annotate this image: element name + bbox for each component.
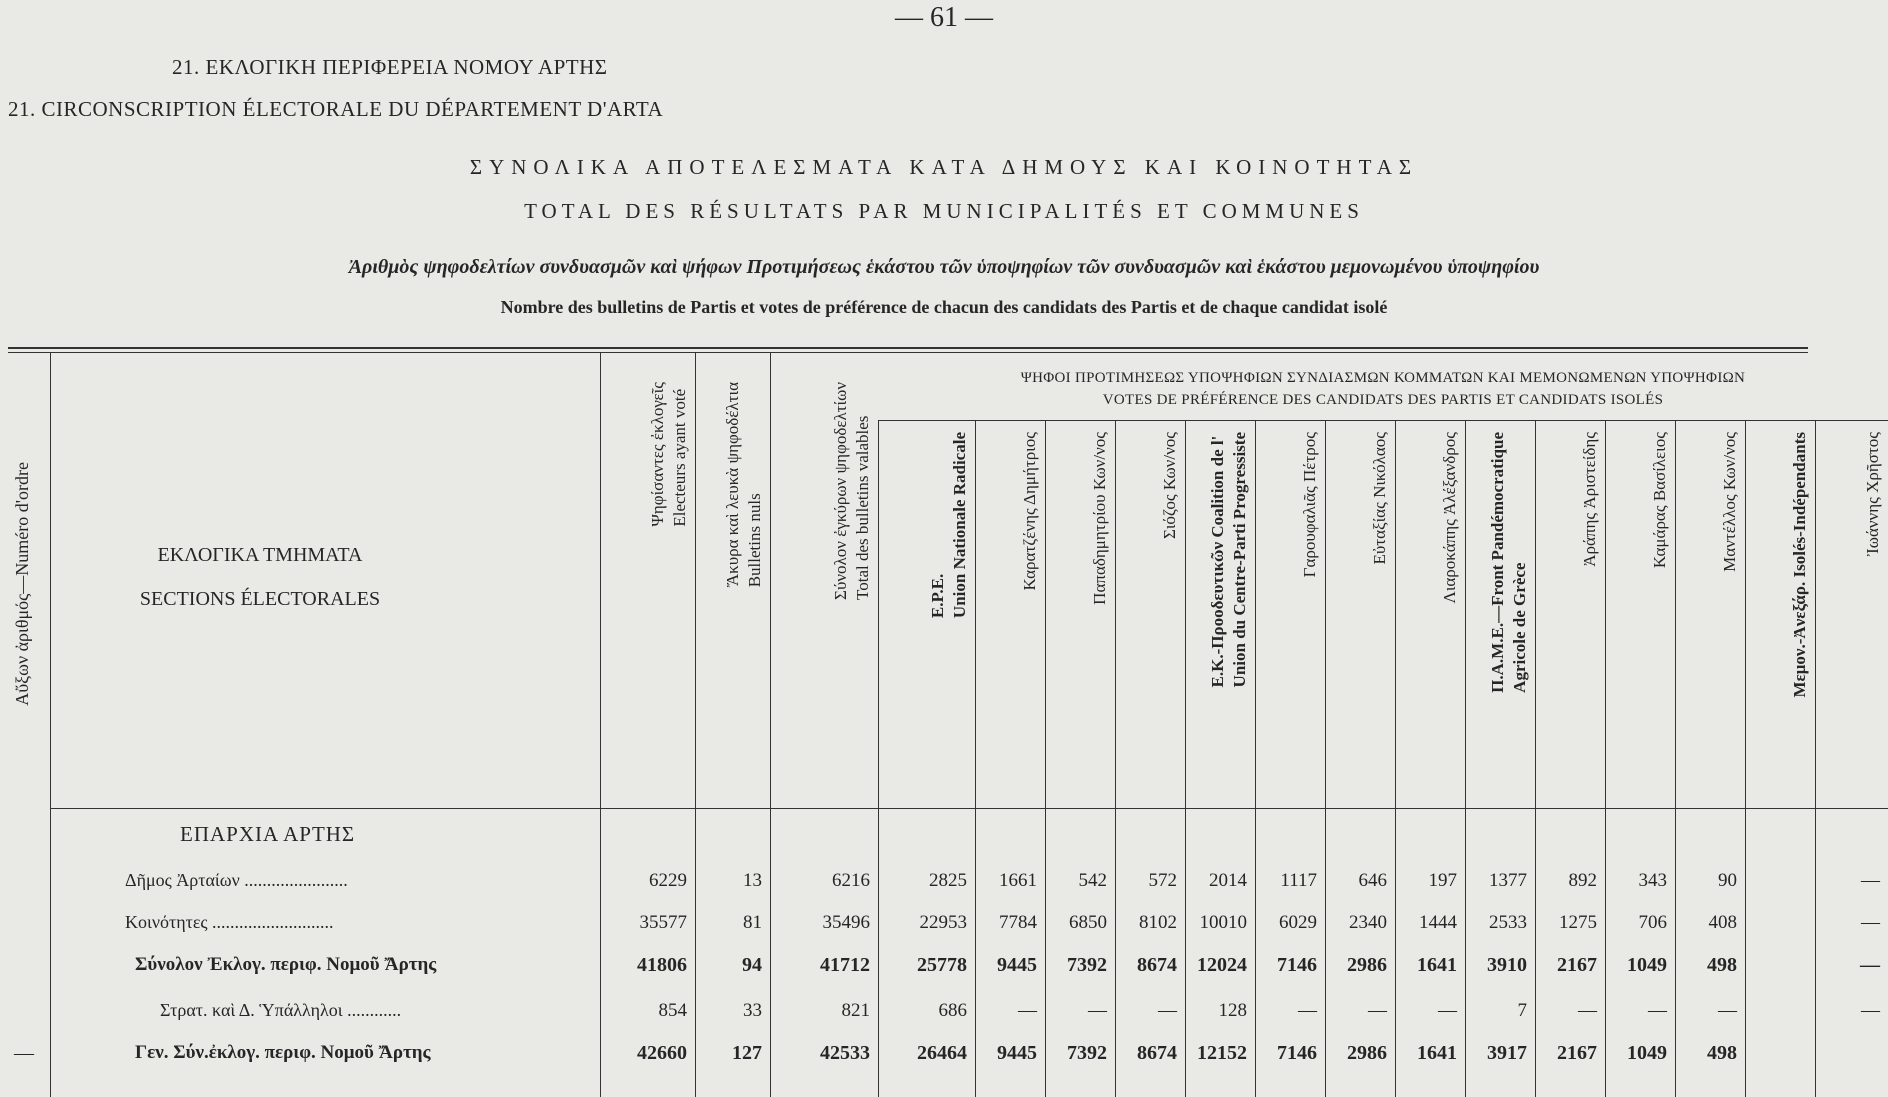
table-top-rule-thin xyxy=(8,352,1808,353)
table-cell: 498 xyxy=(1707,954,1737,976)
table-cell: 686 xyxy=(938,1000,967,1021)
column-rule xyxy=(600,352,601,1097)
column-rule xyxy=(1605,420,1606,1097)
table-cell: 2167 xyxy=(1557,954,1597,976)
table-cell: 2986 xyxy=(1347,1042,1387,1064)
table-cell: 2825 xyxy=(929,870,967,891)
column-header: Ε.Κ.-Προοδευτικῶν Coalition de l' Union du Centre-Parti Progressiste xyxy=(1208,432,1249,688)
header-bottom-rule xyxy=(50,808,1888,809)
table-cell: 2167 xyxy=(1557,1042,1597,1064)
table-subtitle-greek: Ἀριθμὸς ψηφοδελτίων συνδυασμῶν καὶ ψήφων Προτιμήσεως ἑκάστου τῶν ὑποψηφίων τῶν συνδυασμῶν καὶ ἑκάστου μεμονωμένου ὑποψηφίου xyxy=(348,256,1540,278)
table-cell: — xyxy=(1438,1000,1457,1021)
column-header: Ψηφίσαντες ἐκλογεῖς Electeurs ayant voté xyxy=(648,382,689,527)
row-label: Κοινότητες ........................... xyxy=(125,912,334,932)
table-cell: — xyxy=(1088,1000,1107,1021)
table-cell: 7392 xyxy=(1067,954,1107,976)
column-rule xyxy=(1325,420,1326,1097)
table-cell: — xyxy=(1018,1000,1037,1021)
table-cell: — xyxy=(1860,954,1880,976)
column-header: Π.Α.Μ.Ε.—Front Pandémocratique Agricole de Grèce xyxy=(1488,432,1529,693)
column-header: Παπαδημητρίου Κων/νος xyxy=(1090,432,1109,605)
table-cell: 7146 xyxy=(1277,954,1317,976)
table-cell: 6029 xyxy=(1279,912,1317,933)
table-cell: 128 xyxy=(1218,1000,1247,1021)
table-cell: 7146 xyxy=(1277,1042,1317,1064)
column-rule xyxy=(1255,420,1256,1097)
table-cell: — xyxy=(1578,1000,1597,1021)
table-cell: 1377 xyxy=(1489,870,1527,891)
table-subtitle-french: Nombre des bulletins de Partis et votes de préférence de chacun des candidats des Partis et de chaque candidat isolé xyxy=(500,297,1388,317)
column-header: Σύνολον ἐγκύρων ψηφοδελτίων Total des bulletins valables xyxy=(831,382,872,600)
table-cell: 127 xyxy=(732,1042,762,1064)
sections-header-french: SECTIONS ÉLECTORALES xyxy=(139,588,381,610)
table-cell: 25778 xyxy=(917,954,967,976)
table-cell: 9445 xyxy=(997,1042,1037,1064)
table-title-french: TOTAL DES RÉSULTATS PAR MUNICIPALITÉS ET COMMUNES xyxy=(524,199,1364,223)
column-rule xyxy=(50,352,51,1097)
column-header: Καμάρας Βασίλειος xyxy=(1650,432,1669,569)
table-cell: 9445 xyxy=(997,954,1037,976)
table-cell: — xyxy=(1648,1000,1667,1021)
column-header: Εὐταξίας Νικόλαος xyxy=(1370,432,1389,565)
table-cell: 1117 xyxy=(1280,870,1317,891)
table-cell: 12024 xyxy=(1197,954,1247,976)
table-cell: 42660 xyxy=(637,1042,687,1064)
table-cell: 8102 xyxy=(1139,912,1177,933)
row-label: Δῆμος Ἀρταίων ....................... xyxy=(125,870,348,890)
column-header: Σιόζος Κων/νος xyxy=(1160,432,1179,540)
column-header: Καρατζένης Δημήτριος xyxy=(1020,432,1039,591)
column-header: Μαντέλλος Κων/νος xyxy=(1720,432,1739,572)
table-cell: 343 xyxy=(1638,870,1667,891)
table-cell: 41712 xyxy=(820,954,870,976)
table-cell: 2986 xyxy=(1347,954,1387,976)
preference-group-rule xyxy=(878,420,1888,421)
table-cell: 42533 xyxy=(820,1042,870,1064)
column-rule xyxy=(1465,420,1466,1097)
table-cell: 1444 xyxy=(1419,912,1457,933)
table-cell: 2014 xyxy=(1209,870,1247,891)
column-rule xyxy=(975,420,976,1097)
column-rule xyxy=(770,352,771,1097)
column-rule xyxy=(1045,420,1046,1097)
table-cell: 542 xyxy=(1078,870,1107,891)
table-cell: 12152 xyxy=(1197,1042,1247,1064)
table-cell: 6216 xyxy=(832,870,870,891)
table-cell: 7 xyxy=(1517,1000,1527,1021)
table-cell: — xyxy=(1861,870,1880,891)
table-cell: 33 xyxy=(743,1000,762,1021)
table-cell: 498 xyxy=(1707,1042,1737,1064)
row-label: Σύνολον Ἐκλογ. περιφ. Νομοῦ Ἄρτης xyxy=(135,954,437,975)
table-cell: 6229 xyxy=(649,870,687,891)
table-cell: 1661 xyxy=(999,870,1037,891)
table-cell: — xyxy=(1861,912,1880,933)
table-cell: 41806 xyxy=(637,954,687,976)
table-cell: 1275 xyxy=(1559,912,1597,933)
district-heading-greek: 21. ΕΚΛΟΓΙΚΗ ΠΕΡΙΦΕΡΕΙΑ ΝΟΜΟΥ ΑΡΤΗΣ xyxy=(172,55,608,79)
table-cell: — xyxy=(1861,1000,1880,1021)
column-header: Ἀράπης Ἀριστείδης xyxy=(1580,432,1599,567)
table-cell: 2340 xyxy=(1349,912,1387,933)
table-cell: 3910 xyxy=(1487,954,1527,976)
table-cell: 646 xyxy=(1358,870,1387,891)
table-cell: 572 xyxy=(1148,870,1177,891)
table-cell: — xyxy=(1718,1000,1737,1021)
page-number: — 61 — xyxy=(895,2,993,33)
table-cell: 854 xyxy=(658,1000,687,1021)
table-cell: — xyxy=(1298,1000,1317,1021)
district-heading-french: 21. CIRCONSCRIPTION ÉLECTORALE DU DÉPARTEMENT D'ARTA xyxy=(8,97,664,121)
table-cell: 1049 xyxy=(1627,954,1667,976)
table-cell: 81 xyxy=(743,912,762,933)
table-top-rule xyxy=(8,347,1808,349)
column-rule xyxy=(1395,420,1396,1097)
column-header: Λιαροκάπης Ἀλέξανδρος xyxy=(1440,432,1459,604)
table-cell: 821 xyxy=(841,1000,870,1021)
row-order-number: — xyxy=(14,1042,34,1064)
table-cell: 2533 xyxy=(1489,912,1527,933)
table-cell: 1641 xyxy=(1417,954,1457,976)
table-cell: 1641 xyxy=(1417,1042,1457,1064)
column-rule xyxy=(1815,420,1816,1097)
table-cell: 94 xyxy=(742,954,762,976)
table-title-greek: ΣΥΝΟΛΙΚΑ ΑΠΟΤΕΛΕΣΜΑΤΑ ΚΑΤΑ ΔΗΜΟΥΣ ΚΑΙ ΚΟΙΝΟΤΗΤΑΣ xyxy=(469,155,1419,179)
column-rule xyxy=(1535,420,1536,1097)
table-cell: 22953 xyxy=(919,912,967,933)
table-cell: 13 xyxy=(743,870,762,891)
column-header: Μεμον.-Ἀνεξάρ. Isolés-Indépendants xyxy=(1790,432,1809,698)
table-cell: 35496 xyxy=(822,912,870,933)
column-rule xyxy=(1185,420,1186,1097)
column-rule xyxy=(1115,420,1116,1097)
preference-votes-header-greek: ΨΗΦΟΙ ΠΡΟΤΙΜΗΣΕΩΣ ΥΠΟΨΗΦΙΩΝ ΣΥΝΔΙΑΣΜΩΝ ΚΟΜΜΑΤΩΝ ΚΑΙ ΜΕΜΟΝΩΜΕΝΩΝ ΥΠΟΨΗΦΙΩΝ xyxy=(1020,370,1746,386)
table-cell: 892 xyxy=(1568,870,1597,891)
province-title: ΕΠΑΡΧΙΑ ΑΡΤΗΣ xyxy=(180,822,356,846)
table-cell: 7392 xyxy=(1067,1042,1107,1064)
row-label: Γεν. Σύν.ἐκλογ. περιφ. Νομοῦ Ἄρτης xyxy=(135,1042,431,1063)
order-number-header: Αὔξων ἀριθμός—Numéro d'ordre xyxy=(12,462,32,706)
table-cell: 7784 xyxy=(999,912,1037,933)
column-header: Ἰωάννης Χρῆστος xyxy=(1863,432,1882,557)
table-cell: 197 xyxy=(1428,870,1457,891)
row-label: Στρατ. καὶ Δ. Ὑπάλληλοι ............ xyxy=(160,1000,402,1020)
table-cell: — xyxy=(1158,1000,1177,1021)
table-cell: 8674 xyxy=(1137,1042,1177,1064)
table-cell: 6850 xyxy=(1069,912,1107,933)
table-cell: 90 xyxy=(1718,870,1737,891)
column-rule xyxy=(1675,420,1676,1097)
table-cell: 3917 xyxy=(1487,1042,1527,1064)
table-cell: 1049 xyxy=(1627,1042,1667,1064)
table-cell: 8674 xyxy=(1137,954,1177,976)
column-rule xyxy=(878,420,879,1097)
table-cell: 10010 xyxy=(1199,912,1247,933)
table-cell: 26464 xyxy=(917,1042,967,1064)
column-rule xyxy=(695,352,696,1097)
column-header: Γαρουφαλιᾶς Πέτρος xyxy=(1300,432,1319,578)
preference-votes-header-french: VOTES DE PRÉFÉRENCE DES CANDIDATS DES PARTIS ET CANDIDATS ISOLÉS xyxy=(1102,392,1664,408)
column-header: E.P.E. Union Nationale Radicale xyxy=(928,432,969,619)
table-cell: 706 xyxy=(1638,912,1667,933)
sections-header-greek: ΕΚΛΟΓΙΚΑ ΤΜΗΜΑΤΑ xyxy=(157,544,363,566)
column-header: Ἄκυρα καὶ λευκὰ ψηφοδέλτια Bulletins nuls xyxy=(723,382,764,588)
column-rule xyxy=(1745,420,1746,1097)
table-cell: 35577 xyxy=(639,912,687,933)
table-cell: 408 xyxy=(1708,912,1737,933)
table-cell: — xyxy=(1368,1000,1387,1021)
